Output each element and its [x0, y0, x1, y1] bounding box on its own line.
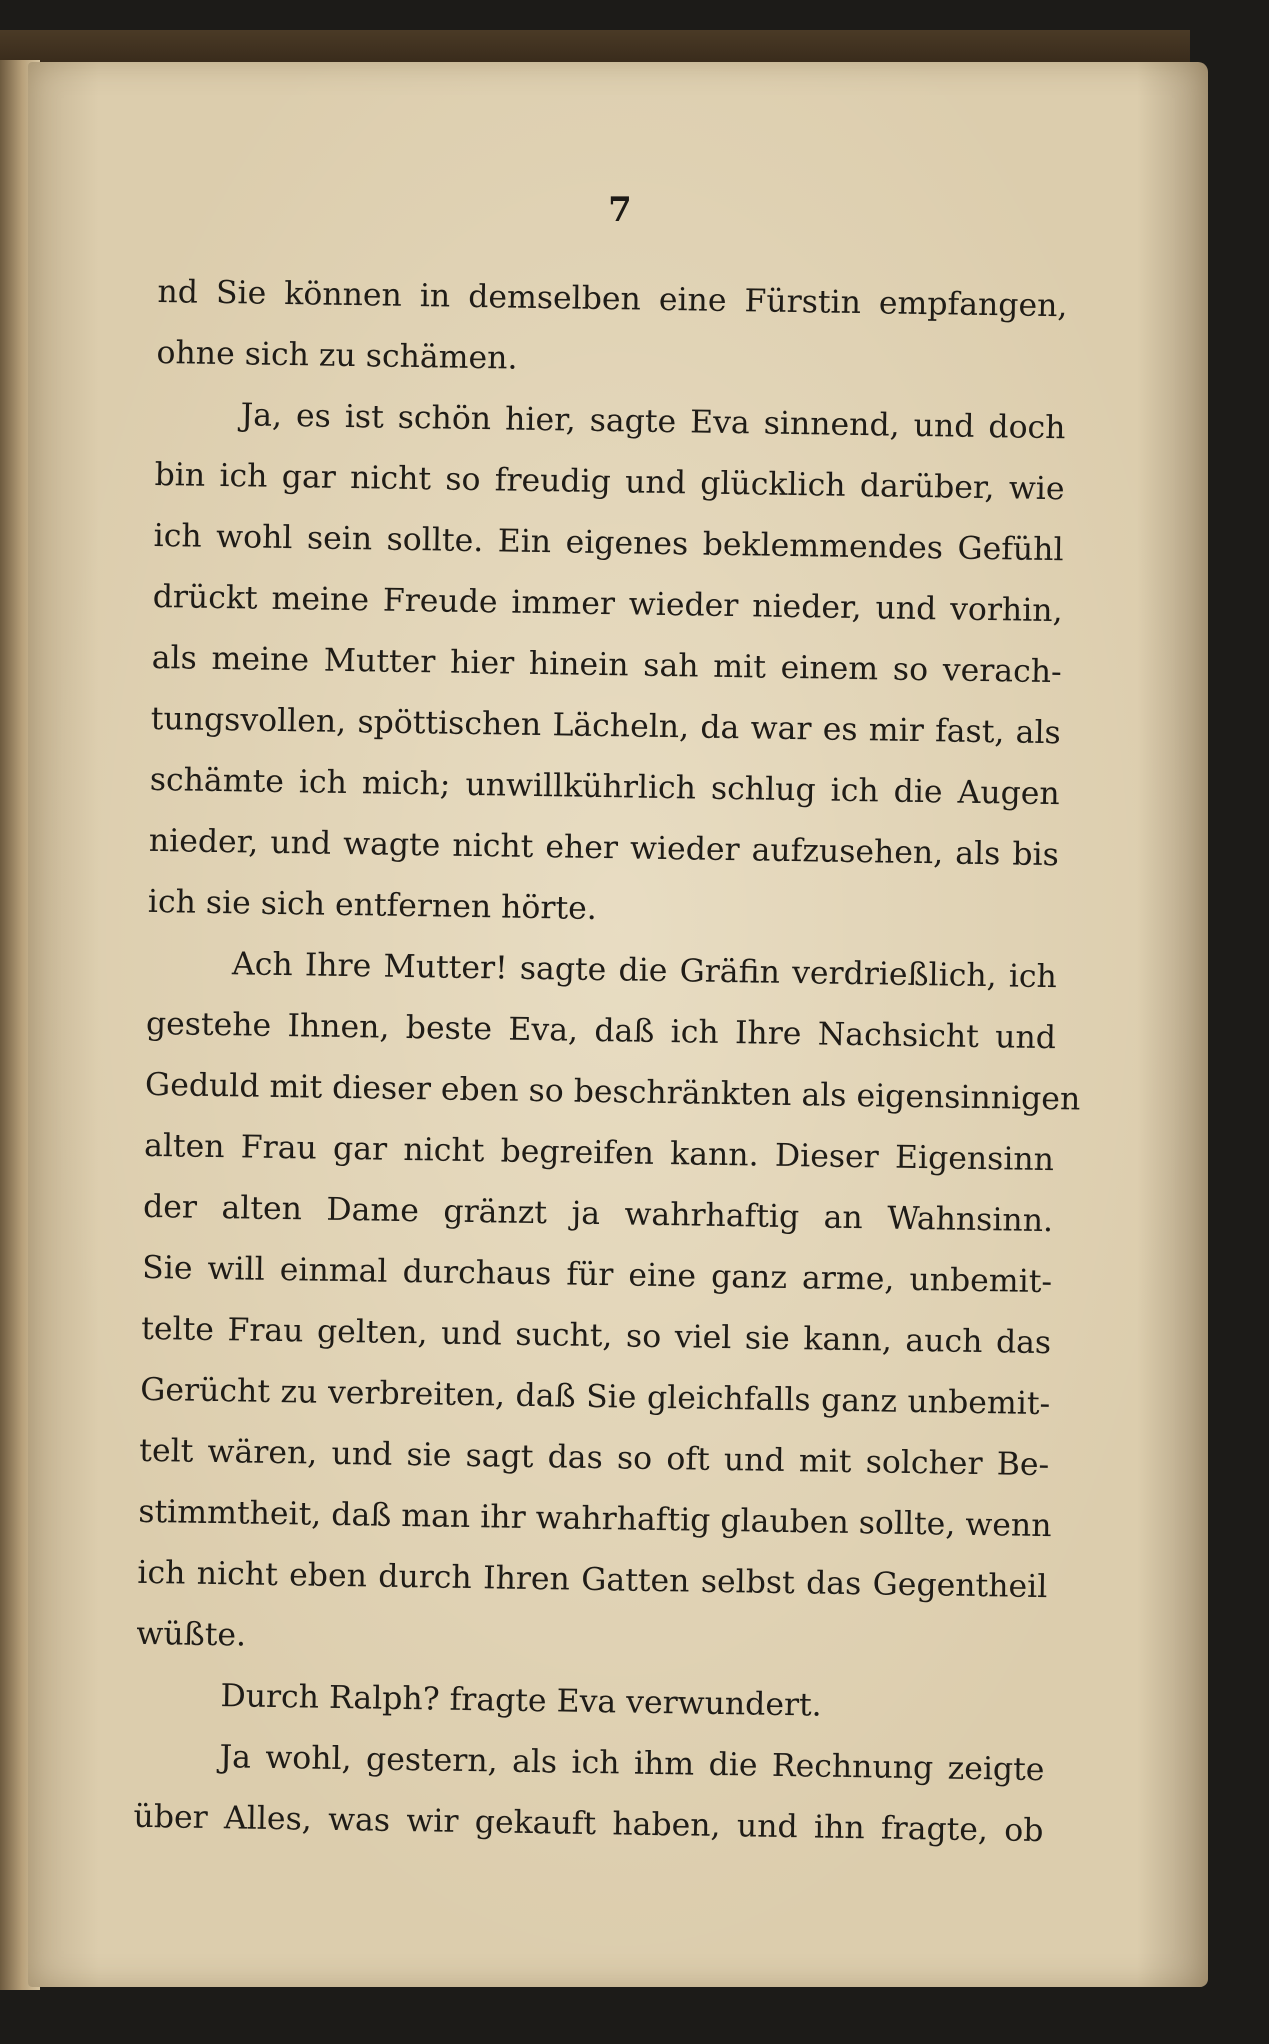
text-line: nieder, und wagte nicht eher wieder aufzusehen, als bis	[148, 822, 1060, 874]
text-line: Durch Ralph? fragte Eva verwundert.	[220, 1678, 823, 1724]
text-line: ich sie sich entfernen hörte.	[147, 883, 598, 927]
text-line: ich nicht eben durch Ihren Gatten selbst das Gegentheil	[137, 1554, 1048, 1606]
text-line: Ja wohl, gestern, als ich ihm die Rechnung zeigte	[219, 1739, 1045, 1789]
text-line: schämte ich mich; unwillkührlich schlug ich die Augen	[149, 761, 1061, 813]
text-line: ich wohl sein sollte. Ein eigenes beklemmendes Gefühl	[153, 517, 1064, 569]
text-line: als meine Mutter hier hinein sah mit einem so verach-	[151, 639, 1062, 691]
text-line: gestehe Ihnen, beste Eva, daß ich Ihre Nachsicht und	[145, 1005, 1057, 1057]
text-line: nd Sie können in demselben eine Fürstin empfangen,	[157, 273, 1068, 325]
text-line: über Alles, was wir gekauft haben, und ihn fragte, ob	[133, 1798, 1044, 1850]
text-line: tungsvollen, spöttischen Lächeln, da war es mir fast, als	[150, 700, 1061, 752]
text-line: telt wären, und sie sagt das so oft und mit solcher Be-	[139, 1432, 1050, 1484]
text-line: stimmtheit, daß man ihr wahrhaftig glauben sollte, wenn	[138, 1493, 1052, 1545]
page-number: 7	[608, 190, 632, 230]
text-line: Gerücht zu verbreiten, daß Sie gleichfalls ganz unbemit-	[139, 1371, 1051, 1423]
text-line: wüßte.	[136, 1615, 247, 1654]
text-line: Ach Ihre Mutter! sagte die Gräfin verdrießlich, ich	[231, 946, 1058, 996]
text-line: telte Frau gelten, und sucht, so viel sie kann, auch das	[140, 1310, 1052, 1362]
text-line: alten Frau gar nicht begreifen kann. Dieser Eigensinn	[143, 1127, 1055, 1179]
text-line: Ja, es ist schön hier, sagte Eva sinnend, und doch	[240, 397, 1066, 447]
text-line: der alten Dame gränzt ja wahrhaftig an Wahnsinn.	[142, 1188, 1054, 1240]
text-line: Geduld mit dieser eben so beschränkten als eigensinnigen	[144, 1066, 1081, 1118]
text-line: Sie will einmal durchaus für eine ganz arme, unbemit-	[141, 1249, 1053, 1301]
text-line: drückt meine Freude immer wieder nieder, und vorhin,	[152, 578, 1063, 630]
body-text	[133, 262, 1081, 1862]
text-line: bin ich gar nicht so freudig und glücklich darüber, wie	[154, 456, 1065, 508]
text-line: ohne sich zu schämen.	[156, 334, 518, 377]
